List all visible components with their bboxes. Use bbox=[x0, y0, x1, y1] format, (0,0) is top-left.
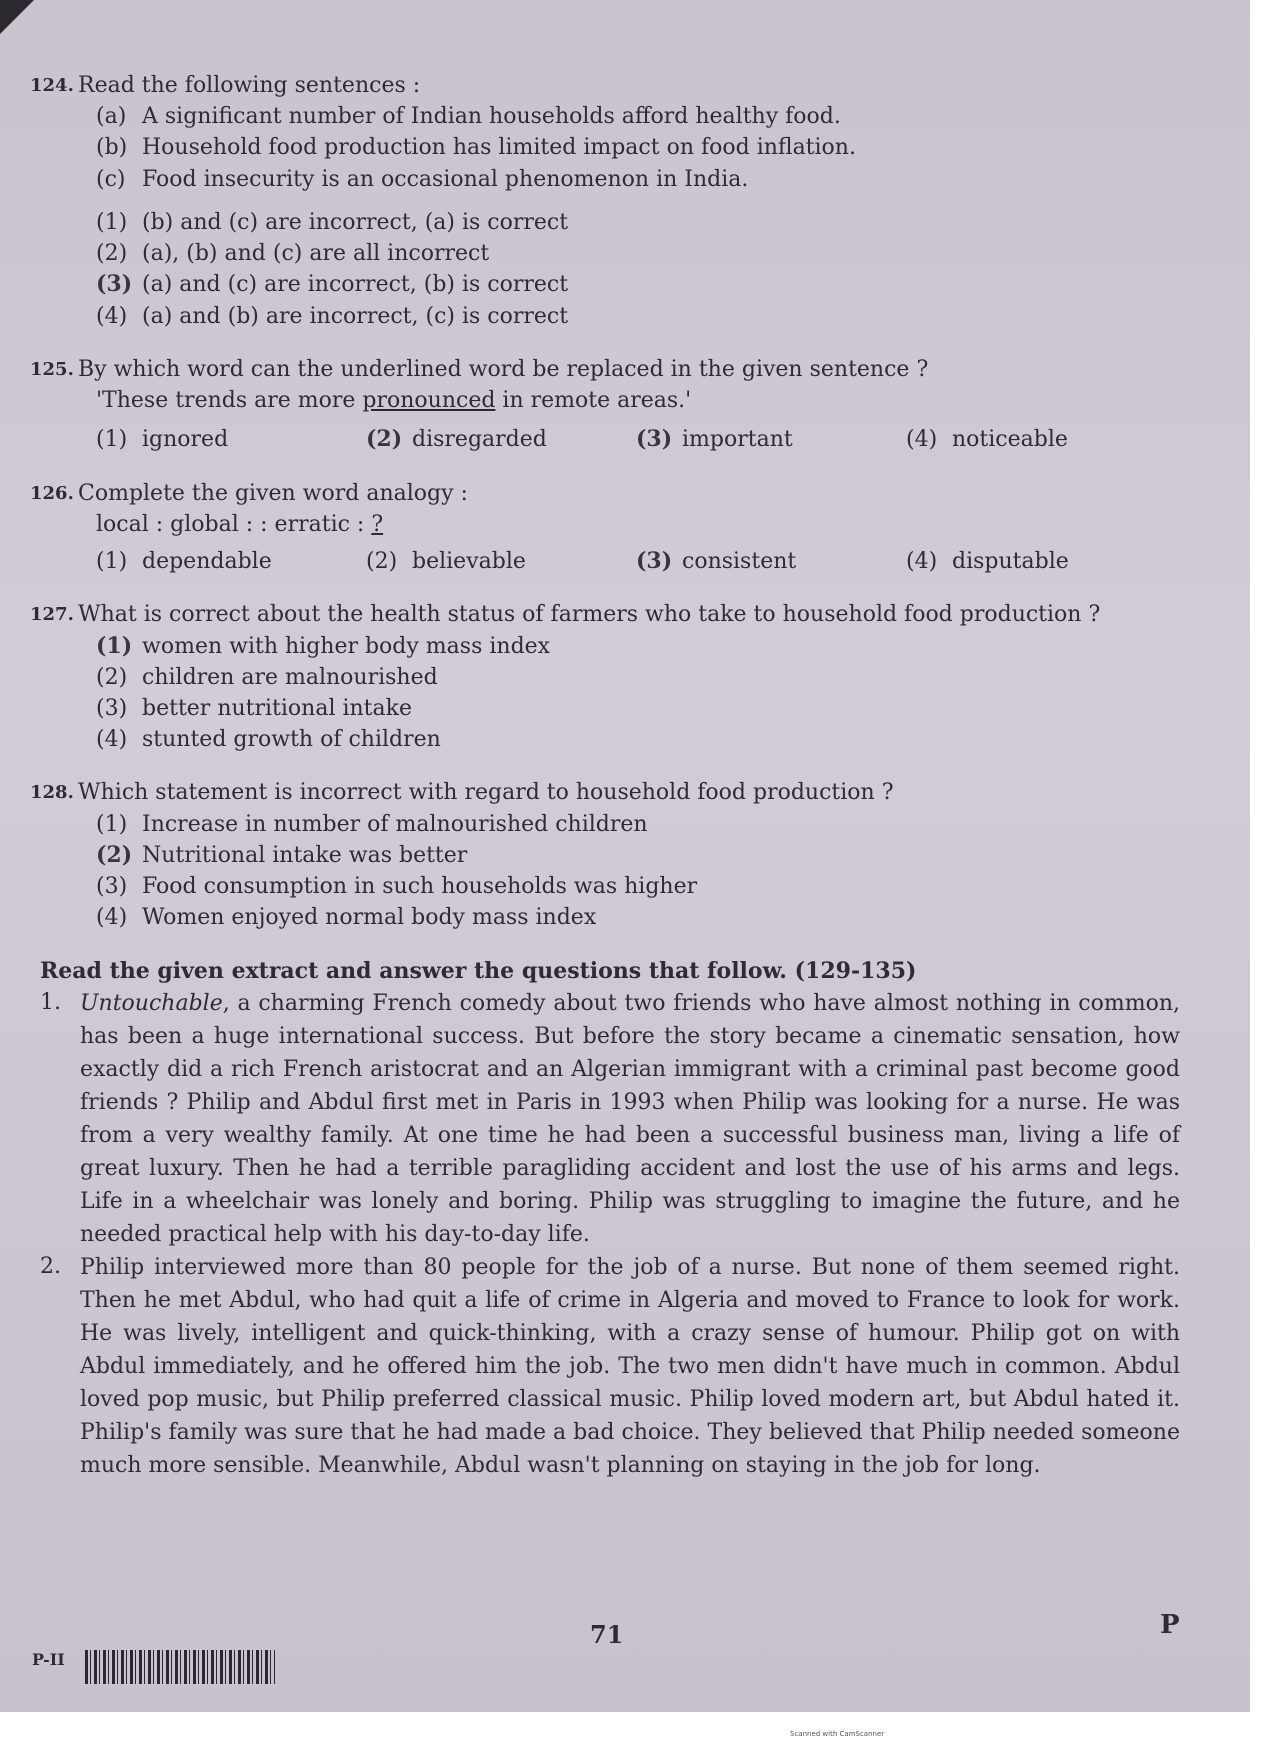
question-number: 128. bbox=[30, 782, 74, 804]
question-127 bbox=[30, 599, 1180, 755]
option: (2) (a), (b) and (c) are all incorrect bbox=[96, 241, 490, 267]
booklet-code: P-II bbox=[32, 1650, 65, 1669]
option: (1) Increase in number of malnourished children bbox=[96, 811, 648, 837]
quoted-sentence: 'These trends are more pronounced in remote areas.' bbox=[96, 388, 692, 414]
option: (1) ignored bbox=[96, 427, 229, 453]
barcode-icon bbox=[85, 1650, 275, 1684]
option: (1) (b) and (c) are incorrect, (a) is correct bbox=[96, 209, 569, 235]
dark-corner bbox=[0, 0, 34, 34]
option: (1) dependable bbox=[96, 549, 272, 575]
scanner-watermark: Scanned with CamScanner bbox=[790, 1730, 885, 1738]
question-128 bbox=[30, 777, 1180, 933]
option: (4) disputable bbox=[906, 549, 1069, 575]
page-footer bbox=[30, 1610, 1180, 1680]
page-number: 71 bbox=[590, 1620, 624, 1649]
question-prompt: By which word can the underlined word be replaced in the given sentence ? bbox=[78, 356, 929, 382]
option: (4) (a) and (b) are incorrect, (c) is correct bbox=[96, 303, 569, 329]
question-prompt: Read the following sentences : bbox=[78, 73, 421, 98]
question-number: 127. bbox=[30, 604, 74, 626]
option: (4) stunted growth of children bbox=[96, 727, 441, 753]
option-marked: (2) Nutritional intake was better bbox=[96, 841, 468, 868]
question-page bbox=[30, 70, 1180, 1482]
option-marked: (1) women with higher body mass index bbox=[96, 632, 551, 659]
extract-paragraph-2: 2. Philip interviewed more than 80 people for the job of a nurse. But none of them seemed right. Then he met Abdul, who had quit a life of crime in Algeria and moved to France to look for work. He was lively, intelligent and quick-thinking, with a crazy sense of humour. Philip got on with Abdul immediately, and he offered him the job. The two men didn't have much in common. Abdul loved pop music, but Philip preferred classical music. Philip loved modern art, but Abdul hated it. Philip's family was sure that he had made a bad choice. They believed that Philip needed someone much more sensible. Meanwhile, Abdul wasn't planning on staying in the job for long. bbox=[40, 1253, 1180, 1478]
statement: (a) A significant number of Indian households afford healthy food. bbox=[96, 104, 841, 130]
question-number: 126. bbox=[30, 482, 74, 504]
option: (3) Food consumption in such households was higher bbox=[96, 874, 698, 900]
question-126 bbox=[30, 478, 1180, 578]
question-number: 125. bbox=[30, 358, 74, 380]
film-title: Untouchable bbox=[80, 990, 223, 1016]
question-125 bbox=[30, 354, 1180, 456]
question-prompt: Complete the given word analogy : bbox=[78, 480, 468, 506]
analogy: local : global : : erratic : ? bbox=[96, 511, 384, 537]
analogy-blank: ? bbox=[371, 511, 384, 537]
option-marked: (3) consistent bbox=[636, 548, 797, 575]
option: (2) disregarded bbox=[366, 426, 547, 453]
option: (2) children are malnourished bbox=[96, 664, 438, 690]
statement: (c) Food insecurity is an occasional phenomenon in India. bbox=[96, 166, 749, 192]
question-number: 124. bbox=[30, 75, 74, 96]
underlined-word: pronounced bbox=[362, 388, 496, 414]
question-prompt: What is correct about the health status of farmers who take to household food production ? bbox=[78, 602, 1101, 628]
statement: (b) Household food production has limited impact on food inflation. bbox=[96, 135, 856, 161]
option: (2) believable bbox=[366, 549, 526, 575]
set-code: P bbox=[1160, 1610, 1180, 1640]
option: (3) better nutritional intake bbox=[96, 695, 412, 721]
extract-paragraph-1: 1. Untouchable, a charming French comedy about two friends who have almost nothing in common, has been a huge international success. But before the story became a cinematic sensation, how exactly did a rich French aristocrat and an Algerian immigrant with a criminal past become good friends ? Philip and Abdul first met in Paris in 1993 when Philip was looking for a nurse. He was from a very wealthy family. At one time he had been a successful business man, living a life of great luxury. Then he had a terrible paragliding accident and lost the use of his arms and legs. Life in a wheelchair was lonely and boring. Philip was struggling to imagine the future, and he needed practical help with his day-to-day life. bbox=[40, 989, 1180, 1247]
question-124 bbox=[30, 70, 1180, 332]
option-marked: (3) (a) and (c) are incorrect, (b) is correct bbox=[96, 271, 569, 298]
extract-heading: Read the given extract and answer the questions that follow. (129-135) bbox=[40, 957, 917, 984]
option: (4) noticeable bbox=[906, 427, 1068, 453]
option: (3) important bbox=[636, 426, 793, 453]
question-prompt: Which statement is incorrect with regard to household food production ? bbox=[78, 780, 894, 806]
option: (4) Women enjoyed normal body mass index bbox=[96, 905, 597, 931]
